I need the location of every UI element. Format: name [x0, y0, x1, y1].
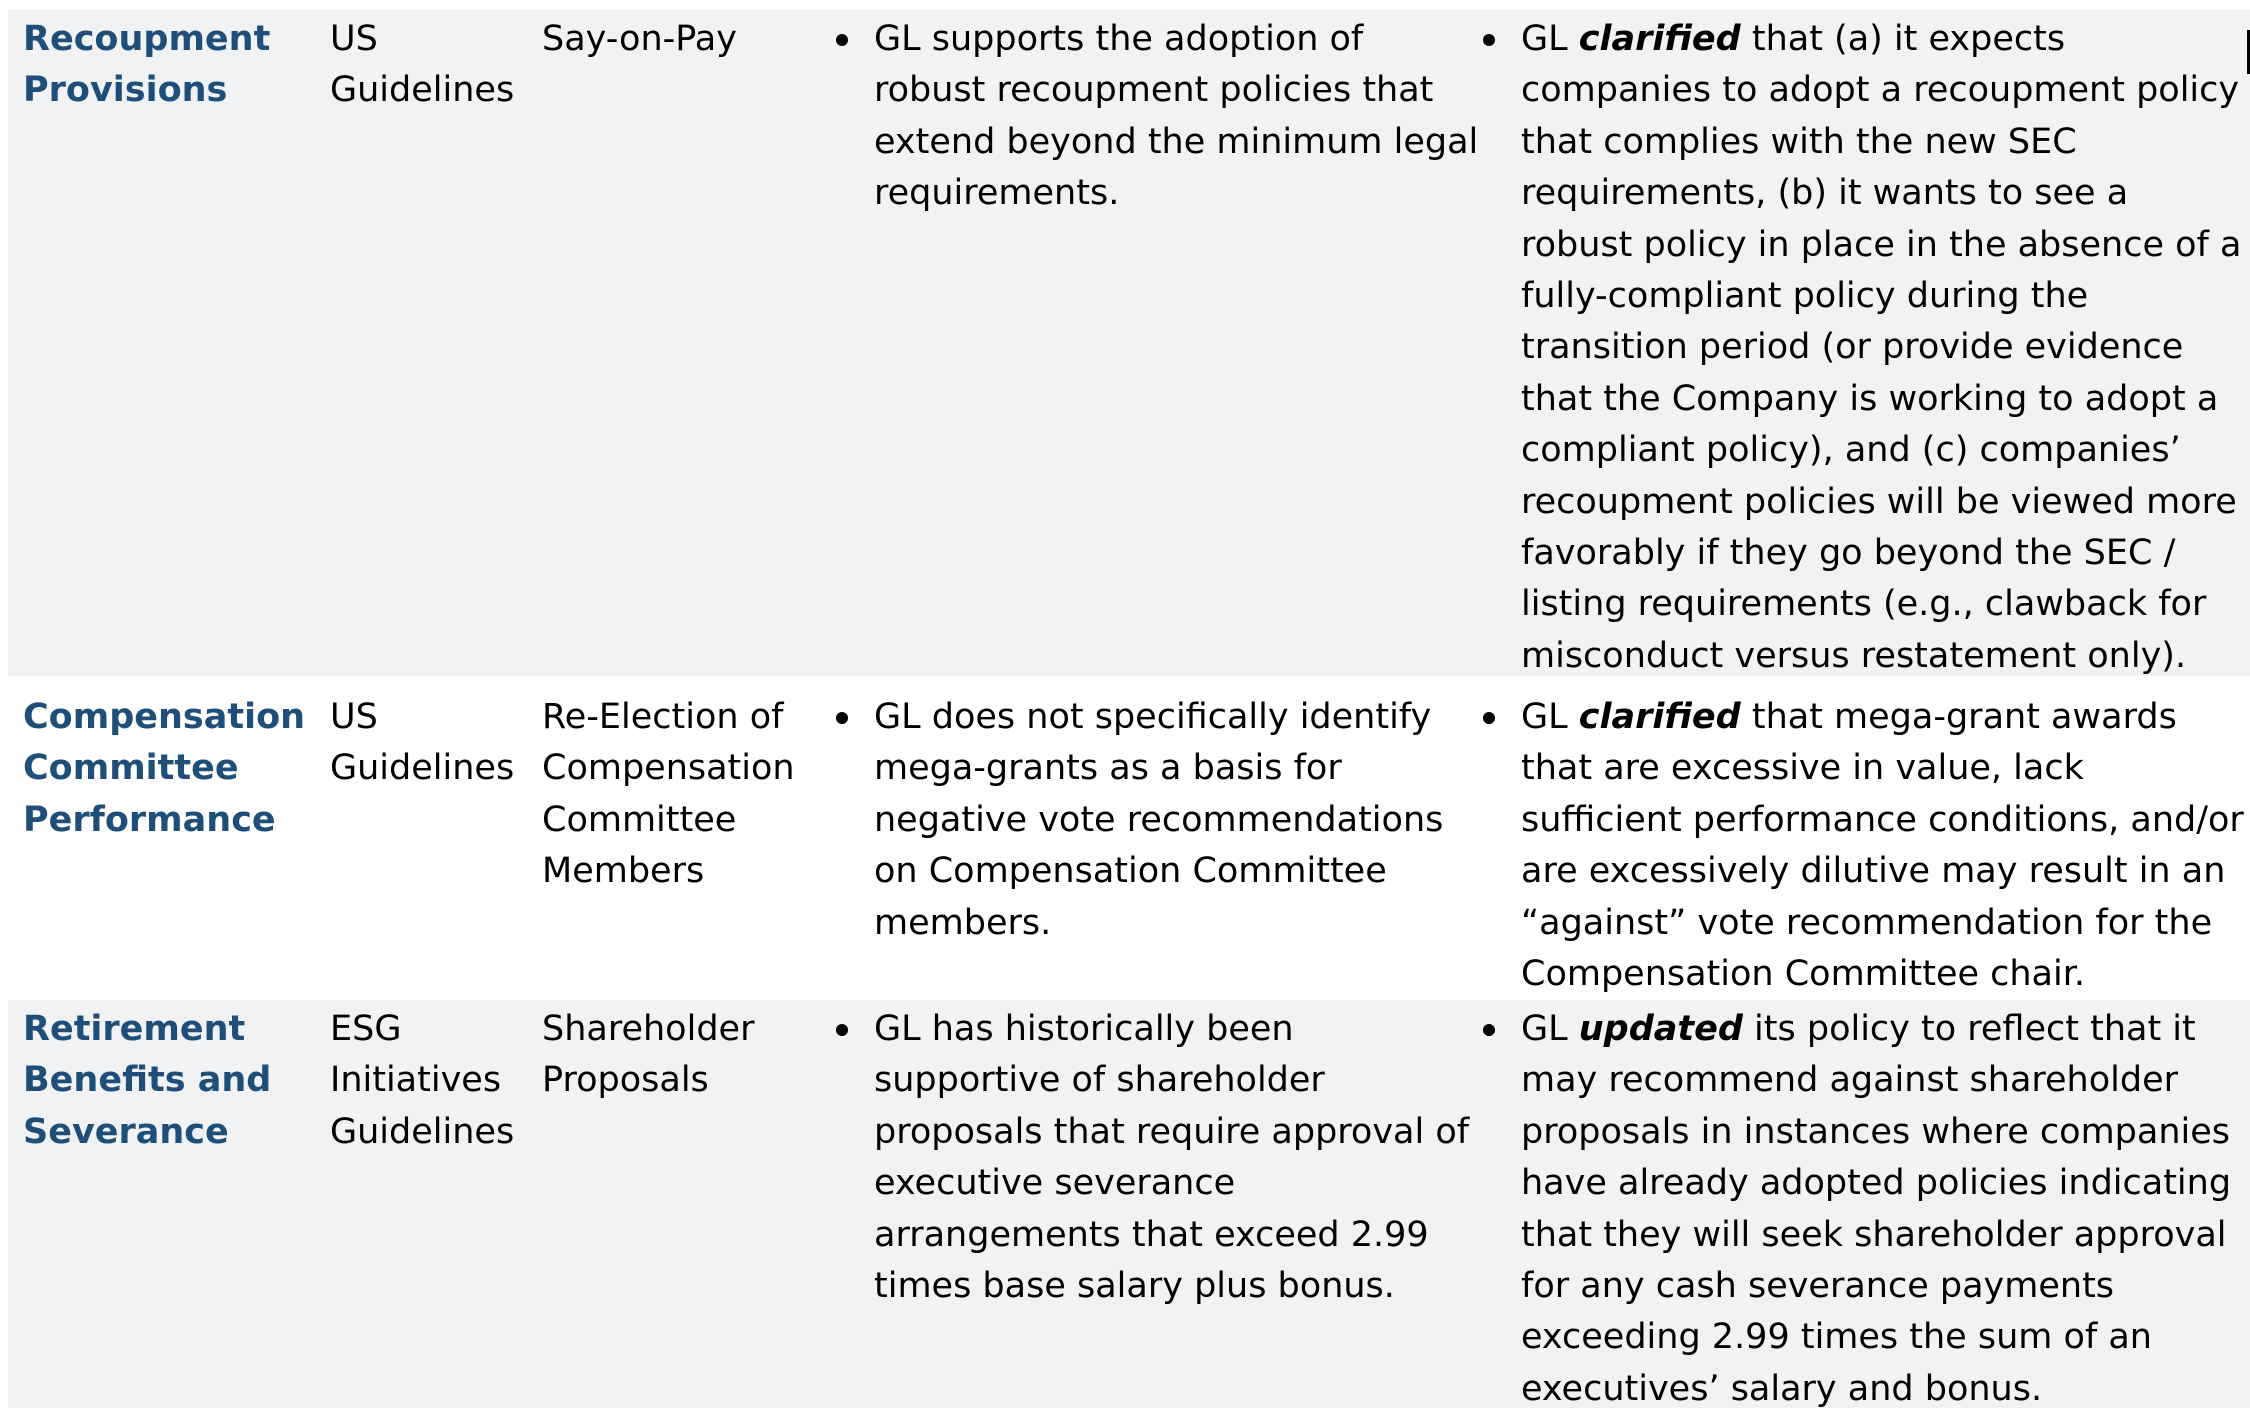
table-row	[8, 10, 2250, 676]
list-item	[832, 1004, 1479, 1312]
bullet-icon	[836, 712, 848, 724]
table-row	[8, 1000, 2250, 1408]
list-item	[1479, 1004, 2250, 1415]
policy-area-line: Committee	[542, 799, 737, 840]
previous-policy-list	[832, 692, 1479, 949]
source-cell	[330, 688, 542, 988]
update-text: its policy to reflect that it may recommend against shareholder proposals in instances where companies have already adopted policies indicating that they will seek shareholder approval for any cash severance payments exceeding 2.99 times the sum of an executives’ salary and bonus.	[1521, 1009, 2232, 1409]
policy-update-table	[8, 10, 2250, 1408]
source-line: Initiatives	[330, 1060, 502, 1101]
topic-line: Recoupment	[23, 19, 271, 59]
bullet-icon	[1483, 712, 1495, 724]
topic-line: Provisions	[23, 70, 228, 111]
previous-policy-text: GL does not specifically identify mega-grants as a basis for negative vote recommendations on Compensation Committee members.	[874, 697, 1444, 943]
source-line: US	[330, 697, 378, 737]
topic-line: Committee	[23, 748, 239, 789]
previous-policy-text: GL supports the adoption of robust recoupment policies that extend beyond the minimum legal requirements.	[874, 19, 1479, 214]
bullet-icon	[1483, 34, 1495, 46]
list-item	[1479, 692, 2250, 1000]
topic-line: Benefits and	[23, 1060, 272, 1101]
policy-area-line: Say-on-Pay	[542, 19, 737, 59]
source-line: Guidelines	[330, 1111, 515, 1152]
previous-policy-cell	[832, 10, 1479, 676]
updated-policy-cell	[1479, 688, 2250, 995]
policy-area-cell	[542, 688, 832, 988]
update-prefix: GL	[1521, 697, 1579, 737]
policy-area-line: Proposals	[542, 1060, 709, 1101]
previous-policy-cell	[832, 1000, 1479, 1408]
updated-policy-cell	[1479, 10, 2250, 676]
list-item	[1479, 14, 2250, 682]
topic-line: Severance	[23, 1111, 229, 1152]
source-cell	[330, 10, 542, 676]
policy-area-line: Shareholder	[542, 1009, 755, 1049]
updated-policy-list	[1479, 14, 2250, 682]
list-item	[832, 14, 1479, 220]
source-line: US	[330, 19, 378, 59]
source-cell	[330, 1000, 542, 1408]
previous-policy-cell	[832, 688, 1479, 988]
previous-policy-list	[832, 14, 1479, 220]
previous-policy-list	[832, 1004, 1479, 1312]
list-item	[832, 692, 1479, 949]
topic-line: Retirement	[23, 1009, 246, 1049]
topic-line: Performance	[23, 799, 276, 840]
update-prefix: GL	[1521, 1009, 1579, 1049]
topic-cell	[8, 10, 330, 676]
updated-policy-cell	[1479, 1000, 2250, 1408]
bullet-icon	[836, 34, 848, 46]
topic-cell	[8, 688, 330, 988]
policy-area-line: Compensation	[542, 748, 795, 789]
source-line: Guidelines	[330, 748, 515, 789]
policy-area-cell	[542, 1000, 832, 1408]
source-line: ESG	[330, 1009, 402, 1049]
updated-policy-list	[1479, 692, 2250, 1000]
update-text: that (a) it expects companies to adopt a recoupment policy that complies with the new SEC requirements, (b) it wants to see a robust policy in place in the absence of a fully-compliant policy during the transition period (or provide evidence that the Company is working to adopt a compliant policy), and (c) companies’ recoupment policies will be viewed more favorably if they go beyond the SEC / listing requirements (e.g., clawback for misconduct versus restatement only).	[1521, 19, 2242, 676]
update-keyword: clarified	[1578, 697, 1741, 737]
update-text: that mega-grant awards that are excessive in value, lack sufficient performance conditions, and/or are excessively dilutive may result in an “against” vote recommendation for the Compensation Committee chair.	[1521, 697, 2244, 995]
policy-area-line: Members	[542, 851, 705, 892]
policy-area-cell	[542, 10, 832, 676]
update-keyword: updated	[1578, 1009, 1743, 1049]
update-prefix: GL	[1521, 19, 1579, 59]
bullet-icon	[1483, 1024, 1495, 1036]
policy-area-line: Re-Election of	[542, 697, 784, 737]
updated-policy-list	[1479, 1004, 2250, 1415]
topic-cell	[8, 1000, 330, 1408]
bullet-icon	[836, 1024, 848, 1036]
update-keyword: clarified	[1578, 19, 1741, 59]
previous-policy-text: GL has historically been supportive of shareholder proposals that require approval of executive severance arrangements that exceed 2.99 times base salary plus bonus.	[874, 1009, 1470, 1307]
table-row	[8, 688, 2250, 995]
topic-line: Compensation	[23, 697, 306, 737]
source-line: Guidelines	[330, 70, 515, 111]
